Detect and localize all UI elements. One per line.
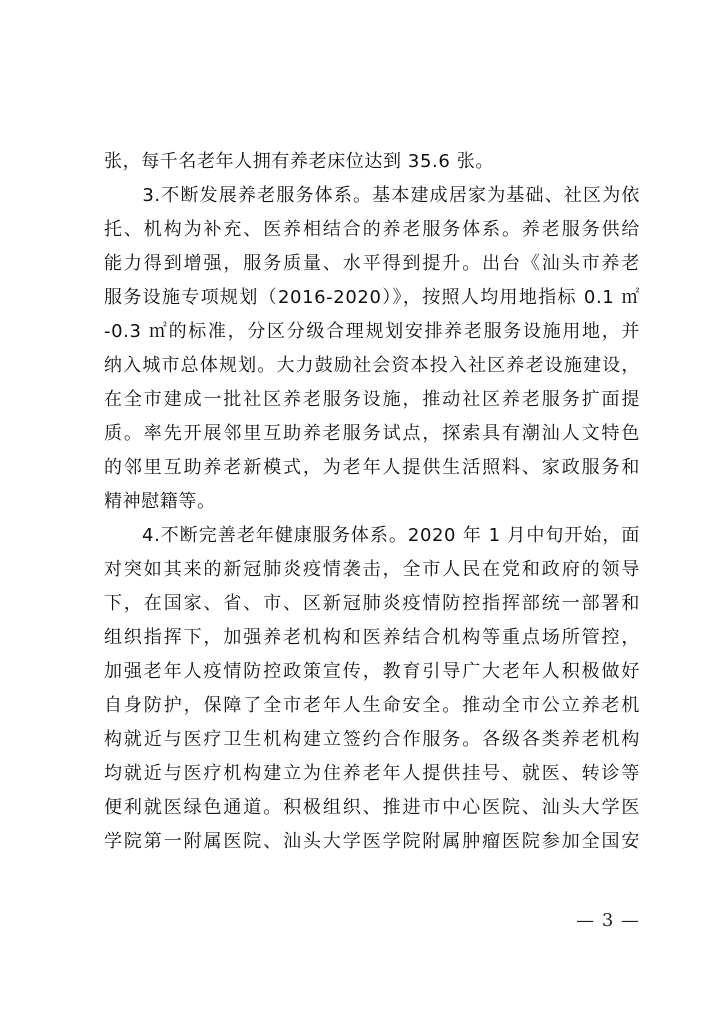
- text-line-3: 托、机构为补充、医养相结合的养老服务体系。养老服务供给: [104, 219, 640, 240]
- text-line-21: 学院第一附属医院、汕头大学医学院附属肿瘤医院参加全国安: [104, 831, 640, 852]
- text-line-6: -0.3 ㎡的标准，分区分级合理规划安排养老服务设施用地，并: [104, 321, 640, 342]
- text-line-18: 构就近与医疗卫生机构建立签约合作服务。各级各类养老机构: [104, 729, 640, 750]
- body-text: [104, 145, 640, 859]
- text-line-15: 组织指挥下，加强养老机构和医养结合机构等重点场所管控，: [104, 627, 640, 648]
- text-line-4: 能力得到增强，服务质量、水平得到提升。出台《汕头市养老: [104, 253, 640, 274]
- text-line-10: 的邻里互助养老新模式，为老年人提供生活照料、家政服务和: [104, 457, 640, 478]
- text-line-19: 均就近与医疗机构建立为住养老年人提供挂号、就医、转诊等: [104, 763, 640, 784]
- text-line-5: 服务设施专项规划（2016-2020）》，按照人均用地指标 0.1 ㎡: [104, 287, 640, 308]
- text-line-12: 4.不断完善老年健康服务体系。2020 年 1 月中旬开始，面: [104, 525, 640, 546]
- text-line-16: 加强老年人疫情防控政策宣传，教育引导广大老年人积极做好: [104, 661, 640, 682]
- text-line-1: 张，每千名老年人拥有养老床位达到 35.6 张。: [104, 151, 494, 172]
- text-line-17: 自身防护，保障了全市老年人生命安全。推动全市公立养老机: [104, 695, 640, 716]
- text-line-14: 下，在国家、省、市、区新冠肺炎疫情防控指挥部统一部署和: [104, 593, 640, 614]
- text-line-11: 精神慰籍等。: [104, 491, 216, 512]
- text-line-2: 3.不断发展养老服务体系。基本建成居家为基础、社区为依: [104, 185, 640, 206]
- page-number: — 3 —: [576, 910, 640, 931]
- text-line-8: 在全市建成一批社区养老服务设施，推动社区养老服务扩面提: [104, 389, 640, 410]
- text-line-13: 对突如其来的新冠肺炎疫情袭击，全市人民在党和政府的领导: [104, 559, 640, 580]
- text-line-20: 便利就医绿色通道。积极组织、推进市中心医院、汕头大学医: [104, 797, 640, 818]
- text-line-7: 纳入城市总体规划。大力鼓励社会资本投入社区养老设施建设，: [104, 355, 640, 376]
- text-line-9: 质。率先开展邻里互助养老服务试点，探索具有潮汕人文特色: [104, 423, 640, 444]
